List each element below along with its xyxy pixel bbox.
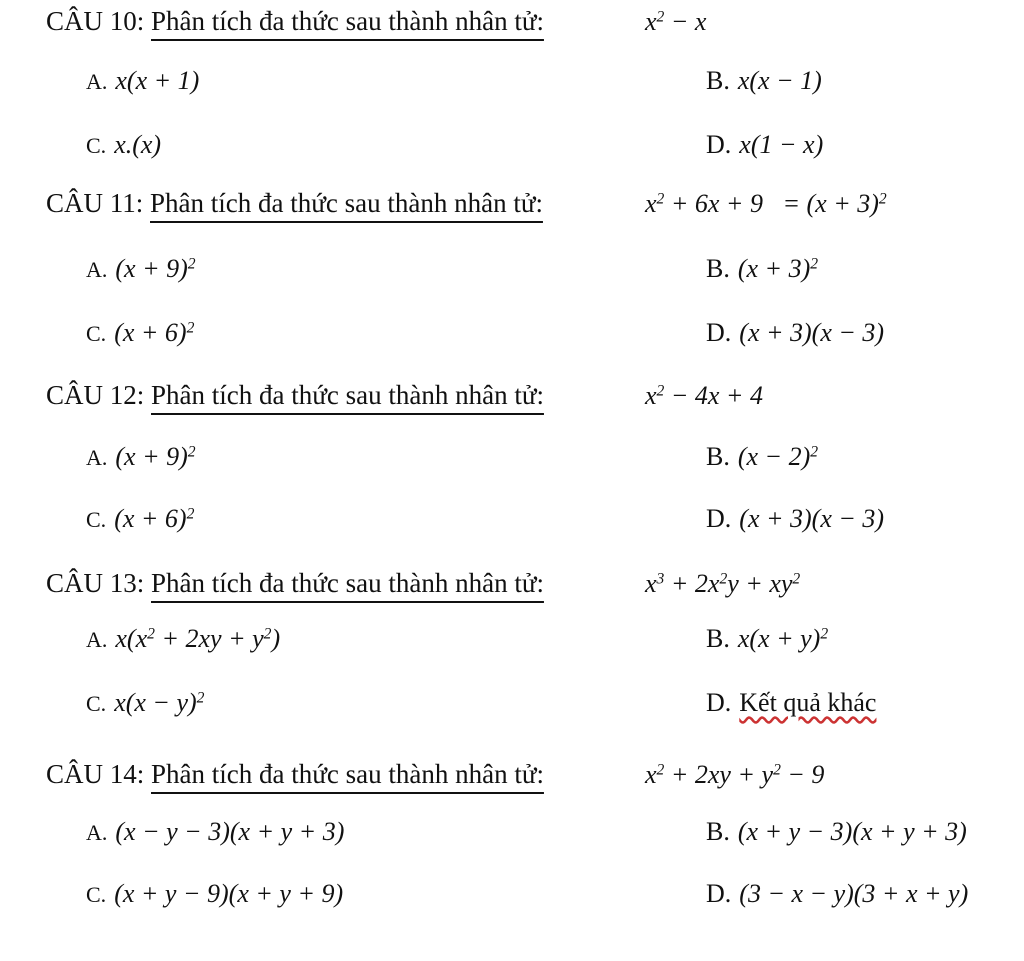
question-label: CÂU 11:: [46, 188, 144, 218]
option-expression: $(x + 9)^2$: [115, 442, 196, 471]
answer-option-c: [86, 502, 194, 537]
option-expression: (x − y − 3)(x + y + 3): [115, 817, 345, 846]
option-expression: $x(x + y)^2$: [737, 624, 829, 653]
question-label: CÂU 14:: [46, 759, 145, 789]
option-letter: B.: [706, 624, 730, 653]
answer-option-d: [706, 502, 884, 536]
option-expression: x(1 − x): [739, 130, 824, 159]
option-expression: $(x + 3)^2$: [737, 254, 819, 283]
answer-option-b: [706, 64, 822, 98]
answer-option-d: [706, 877, 968, 911]
option-expression: $x(x - y)^2$: [114, 688, 205, 717]
answer-option-a: [86, 622, 280, 657]
question-expression: $x^2 - x$: [645, 7, 707, 36]
option-expression: x.(x): [114, 130, 162, 159]
option-expression: x(x + 1): [115, 66, 200, 95]
answer-option-a: [86, 252, 196, 287]
answer-option-c: [86, 877, 343, 912]
option-letter: A.: [86, 445, 108, 470]
option-letter: C.: [86, 133, 107, 158]
option-expression: $(x + 6)^2$: [114, 318, 195, 347]
answer-option-b: [706, 252, 818, 286]
answer-option-b: [706, 622, 828, 656]
option-letter: A.: [86, 257, 108, 282]
option-expression: (x + y − 3)(x + y + 3): [737, 817, 967, 846]
option-letter: A.: [86, 820, 108, 845]
option-expression: (x + 3)(x − 3): [739, 318, 885, 347]
question-label: CÂU 12:: [46, 380, 145, 410]
answer-option-d: [706, 686, 876, 720]
answer-option-a: [86, 815, 344, 850]
question-heading: [46, 4, 544, 38]
option-letter: C.: [86, 507, 107, 532]
answer-option-a: [86, 64, 199, 99]
option-expression: (3 − x − y)(3 + x + y): [739, 879, 969, 908]
answer-option-c: [86, 686, 204, 721]
option-letter: D.: [706, 130, 732, 159]
answer-option-b: [706, 440, 818, 474]
option-expression: $(x + 9)^2$: [115, 254, 196, 283]
option-expression: $x(x^2 + 2xy + y^2)$: [115, 624, 281, 653]
question-heading: [46, 566, 544, 600]
question-label: CÂU 13:: [46, 568, 145, 598]
option-expression: (x + y − 9)(x + y + 9): [114, 879, 344, 908]
question-title: Phân tích đa thức sau thành nhân tử:: [151, 568, 544, 598]
option-letter: B.: [706, 817, 730, 846]
option-letter: B.: [706, 66, 730, 95]
option-letter: A.: [86, 69, 108, 94]
answer-option-c: [86, 128, 161, 163]
option-letter: B.: [706, 442, 730, 471]
answer-option-a: [86, 440, 196, 475]
option-letter: D.: [706, 318, 732, 347]
answer-option-c: [86, 316, 194, 351]
question-title: Phân tích đa thức sau thành nhân tử:: [151, 6, 544, 36]
option-letter: C.: [86, 882, 107, 907]
option-letter: B.: [706, 254, 730, 283]
question-title: Phân tích đa thức sau thành nhân tử:: [150, 188, 543, 218]
option-letter: D.: [706, 504, 732, 533]
option-letter: A.: [86, 627, 108, 652]
option-letter: C.: [86, 321, 107, 346]
option-expression: (x + 3)(x − 3): [739, 504, 885, 533]
option-expression: $(x + 6)^2$: [114, 504, 195, 533]
question-heading: [46, 378, 544, 412]
answer-option-b: [706, 815, 967, 849]
option-letter: C.: [86, 691, 107, 716]
question-expression: $x^2 + 2xy + y^2 - 9$: [645, 760, 825, 789]
question-expression: $x^2 + 6x + 9 = (x + 3)^2$: [645, 189, 887, 218]
option-letter: D.: [706, 879, 732, 908]
question-title: Phân tích đa thức sau thành nhân tử:: [151, 380, 544, 410]
answer-option-d: [706, 128, 823, 162]
question-title: Phân tích đa thức sau thành nhân tử:: [151, 759, 544, 789]
option-expression: x(x − 1): [737, 66, 822, 95]
question-heading: [46, 757, 544, 791]
answer-option-d: [706, 316, 884, 350]
question-heading: [46, 186, 543, 220]
option-expression: $(x - 2)^2$: [737, 442, 819, 471]
question-expression: $x^3 + 2x^2y + xy^2$: [645, 569, 801, 598]
question-label: CÂU 10:: [46, 6, 145, 36]
question-expression: $x^2 - 4x + 4$: [645, 381, 763, 410]
option-expression: Kết quả khác: [739, 688, 877, 717]
option-letter: D.: [706, 688, 732, 717]
